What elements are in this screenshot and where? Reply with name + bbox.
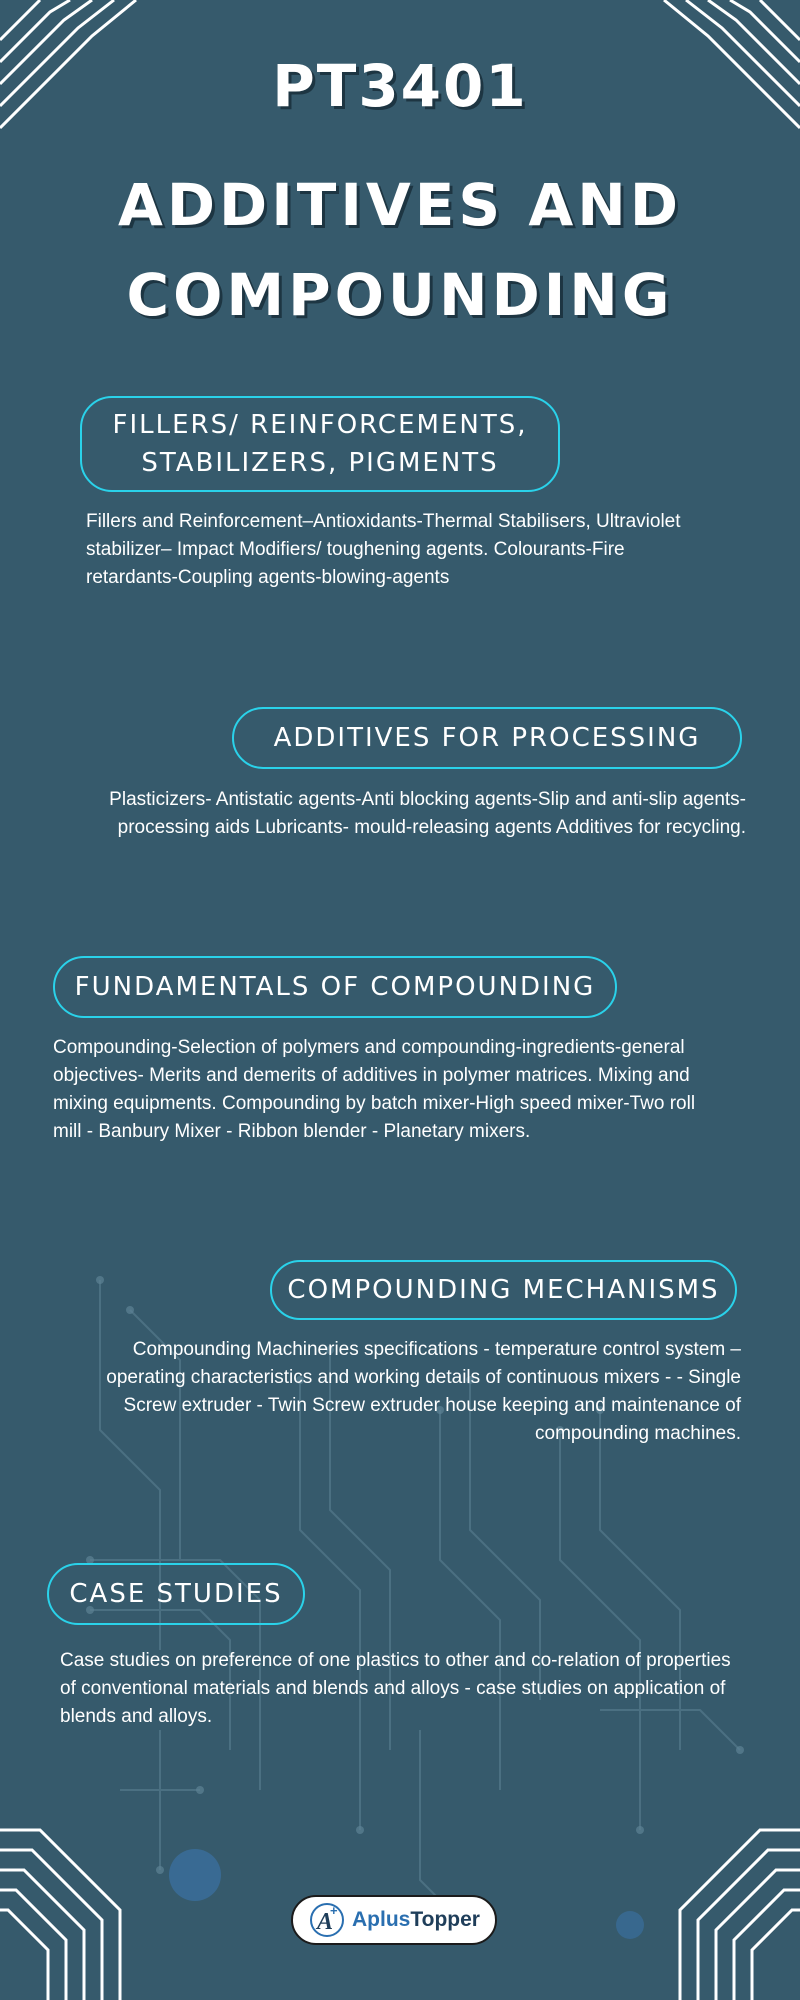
section-body-line: retardants-Coupling agents-blowing-agents [86,567,450,588]
section-body-line: of conventional materials and blends and alloys - case studies on application of [60,1678,726,1699]
section-body-line: mixing equipments. Compounding by batch mixer-High speed mixer-Two roll [53,1093,696,1114]
section-heading-fillers [80,396,560,492]
section-body-fundamentals [53,1034,773,1146]
section-body-fillers [86,508,766,592]
section-body-line: Fillers and Reinforcement–Antioxidants-Thermal Stabilisers, Ultraviolet [86,511,681,532]
section-heading-mechanisms: COMPOUNDING MECHANISMS [270,1260,737,1320]
section-body-line: operating characteristics and working details of continuous mixers - - Single [106,1367,741,1388]
section-body-line: stabilizer– Impact Modifiers/ toughening agents. Colourants-Fire [86,539,625,560]
aplustopper-logo[interactable] [291,1895,497,1945]
page-title [0,160,800,340]
section-body-line: mill - Banbury Mixer - Ribbon blender - Planetary mixers. [53,1121,531,1142]
section-body-line: blends and alloys. [60,1706,213,1727]
section-body-line: Compounding Machineries specifications - temperature control system – [132,1339,741,1360]
page-title-line-2: COMPOUNDING [126,261,674,329]
section-body-line: Case studies on preference of one plastics to other and co-relation of properties [60,1650,731,1671]
svg-text:+: + [330,1903,338,1918]
section-body-line: Plasticizers- Antistatic agents-Anti blocking agents-Slip and anti-slip agents- [109,789,746,810]
section-heading-fillers-line-1: FILLERS/ REINFORCEMENTS, [112,410,528,440]
svg-text:A: A [317,1909,334,1935]
section-body-additives-processing [60,786,746,842]
section-body-line: Screw extruder - Twin Screw extruder house keeping and maintenance of [123,1395,741,1416]
section-heading-additives-processing: ADDITIVES FOR PROCESSING [232,707,742,769]
section-heading-fundamentals: FUNDAMENTALS OF COMPOUNDING [53,956,617,1018]
section-body-line: compounding machines. [535,1423,741,1444]
logo-text-topper: Topper [410,1908,480,1931]
section-body-mechanisms [60,1336,741,1448]
aplus-logo-icon [308,1901,346,1939]
section-body-case-studies [60,1647,766,1731]
section-body-line: processing aids Lubricants- mould-releasing agents Additives for recycling. [117,817,746,838]
section-heading-case-studies: CASE STUDIES [47,1563,305,1625]
logo-text-aplus: Aplus [352,1908,411,1931]
section-heading-fillers-line-2: STABILIZERS, PIGMENTS [141,448,499,478]
course-code: PT3401 [272,52,528,120]
section-body-line: objectives- Merits and demerits of additives in polymer matrices. Mixing and [53,1065,690,1086]
logo-text [352,1908,480,1932]
section-body-line: Compounding-Selection of polymers and compounding-ingredients-general [53,1037,685,1058]
page-title-line-1: ADDITIVES AND [118,171,682,239]
